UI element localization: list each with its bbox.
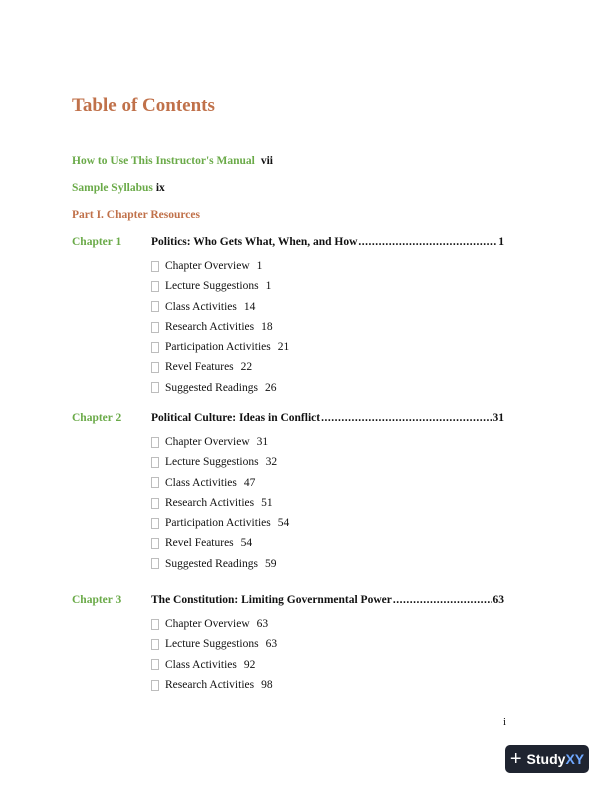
toc-front-page: ix bbox=[155, 182, 165, 194]
toc-item-page: 31 bbox=[256, 436, 269, 448]
toc-item-label: Suggested Readings bbox=[165, 381, 258, 394]
part-heading: Part I. Chapter Resources bbox=[72, 209, 200, 221]
chapter-title-row[interactable] bbox=[151, 594, 504, 606]
checkbox-icon bbox=[151, 322, 159, 333]
dot-leader bbox=[358, 236, 497, 248]
chapter-title-row[interactable] bbox=[151, 412, 504, 424]
toc-item-page: 32 bbox=[265, 456, 278, 469]
checkbox-icon bbox=[151, 382, 159, 393]
checkbox-icon bbox=[151, 362, 159, 373]
checkbox-icon bbox=[151, 281, 159, 292]
checkbox-icon bbox=[151, 477, 159, 488]
toc-item-label: Lecture Suggestions bbox=[165, 456, 259, 469]
dot-leader bbox=[393, 594, 492, 606]
toc-item-page: 54 bbox=[240, 537, 253, 550]
checkbox-icon bbox=[151, 639, 159, 650]
toc-item[interactable] bbox=[151, 297, 289, 317]
toc-item-page: 1 bbox=[256, 260, 263, 272]
toc-front-label: How to Use This Instructor's Manual bbox=[72, 155, 255, 167]
checkbox-icon bbox=[151, 518, 159, 529]
page-title: Table of Contents bbox=[72, 95, 215, 116]
toc-item-label: Class Activities bbox=[165, 476, 237, 489]
toc-item-label: Lecture Suggestions bbox=[165, 638, 259, 651]
chapter-title-row[interactable] bbox=[151, 236, 504, 248]
toc-item[interactable] bbox=[151, 513, 289, 533]
plus-icon: + bbox=[509, 748, 522, 770]
chapter-label: Chapter 3 bbox=[72, 594, 122, 606]
toc-item[interactable] bbox=[151, 675, 277, 695]
chapter-items bbox=[151, 614, 277, 695]
toc-item[interactable] bbox=[151, 337, 289, 357]
toc-front-item[interactable] bbox=[72, 155, 273, 167]
toc-item-label: Class Activities bbox=[165, 300, 237, 313]
toc-item[interactable] bbox=[151, 634, 277, 654]
toc-item[interactable] bbox=[151, 317, 289, 337]
toc-item-page: 18 bbox=[261, 320, 273, 333]
toc-item-page: 54 bbox=[277, 517, 290, 530]
brand-text: Study bbox=[526, 751, 566, 767]
toc-item[interactable] bbox=[151, 357, 289, 377]
studyxy-logo[interactable] bbox=[505, 745, 589, 773]
dot-leader bbox=[321, 412, 491, 424]
checkbox-icon bbox=[151, 659, 159, 670]
toc-item-label: Class Activities bbox=[165, 658, 237, 671]
chapter-items bbox=[151, 256, 289, 398]
brand-text-accent: XY bbox=[565, 751, 585, 767]
chapter-items bbox=[151, 432, 289, 574]
toc-item[interactable] bbox=[151, 554, 289, 574]
toc-item-page: 21 bbox=[277, 341, 290, 354]
toc-item-page: 26 bbox=[264, 381, 277, 394]
toc-item[interactable] bbox=[151, 493, 289, 513]
checkbox-icon bbox=[151, 342, 159, 353]
toc-item-page: 47 bbox=[243, 476, 256, 489]
toc-item-label: Chapter Overview bbox=[165, 436, 250, 448]
toc-item-page: 1 bbox=[265, 280, 272, 293]
chapter-page: 63 bbox=[492, 594, 504, 606]
chapter-title: Politics: Who Gets What, When, and How bbox=[151, 236, 358, 248]
toc-item-page: 14 bbox=[243, 300, 256, 313]
chapter-title: Political Culture: Ideas in Conflict bbox=[151, 412, 321, 424]
toc-item-page: 22 bbox=[240, 361, 253, 374]
toc-item[interactable] bbox=[151, 276, 289, 296]
checkbox-icon bbox=[151, 538, 159, 549]
toc-item-label: Suggested Readings bbox=[165, 557, 258, 570]
toc-item-label: Chapter Overview bbox=[165, 618, 250, 630]
checkbox-icon bbox=[151, 457, 159, 468]
page-number: i bbox=[503, 716, 507, 728]
toc-item-page: 98 bbox=[261, 678, 273, 691]
checkbox-icon bbox=[151, 558, 159, 569]
toc-item[interactable] bbox=[151, 614, 277, 634]
toc-item-page: 63 bbox=[256, 618, 269, 630]
toc-front-item[interactable] bbox=[72, 182, 165, 194]
toc-item-label: Research Activities bbox=[165, 496, 255, 509]
toc-item-page: 51 bbox=[261, 496, 273, 509]
toc-item-label: Participation Activities bbox=[165, 341, 271, 354]
toc-item[interactable] bbox=[151, 655, 277, 675]
toc-item[interactable] bbox=[151, 473, 289, 493]
toc-item-page: 59 bbox=[264, 557, 277, 570]
toc-item-label: Revel Features bbox=[165, 361, 234, 374]
toc-front-page: vii bbox=[260, 155, 273, 167]
checkbox-icon bbox=[151, 301, 159, 312]
toc-item-page: 92 bbox=[243, 658, 256, 671]
toc-item[interactable] bbox=[151, 432, 289, 452]
chapter-label: Chapter 1 bbox=[72, 236, 122, 248]
toc-item-label: Research Activities bbox=[165, 320, 255, 333]
checkbox-icon bbox=[151, 619, 159, 630]
toc-item[interactable] bbox=[151, 378, 289, 398]
toc-item[interactable] bbox=[151, 533, 289, 553]
toc-item-label: Research Activities bbox=[165, 678, 255, 691]
toc-item-label: Revel Features bbox=[165, 537, 234, 550]
toc-item-page: 63 bbox=[265, 638, 278, 651]
chapter-page: 1 bbox=[498, 236, 504, 248]
chapter-page: 31 bbox=[492, 412, 504, 424]
checkbox-icon bbox=[151, 261, 159, 272]
toc-item-label: Lecture Suggestions bbox=[165, 280, 259, 293]
toc-item-label: Participation Activities bbox=[165, 517, 271, 530]
checkbox-icon bbox=[151, 437, 159, 448]
checkbox-icon bbox=[151, 680, 159, 691]
toc-item[interactable] bbox=[151, 256, 289, 276]
chapter-label: Chapter 2 bbox=[72, 412, 122, 424]
checkbox-icon bbox=[151, 498, 159, 509]
toc-front-label: Sample Syllabus bbox=[72, 182, 153, 194]
toc-item[interactable] bbox=[151, 452, 289, 472]
chapter-title: The Constitution: Limiting Governmental Power bbox=[151, 594, 392, 606]
toc-item-label: Chapter Overview bbox=[165, 260, 250, 272]
